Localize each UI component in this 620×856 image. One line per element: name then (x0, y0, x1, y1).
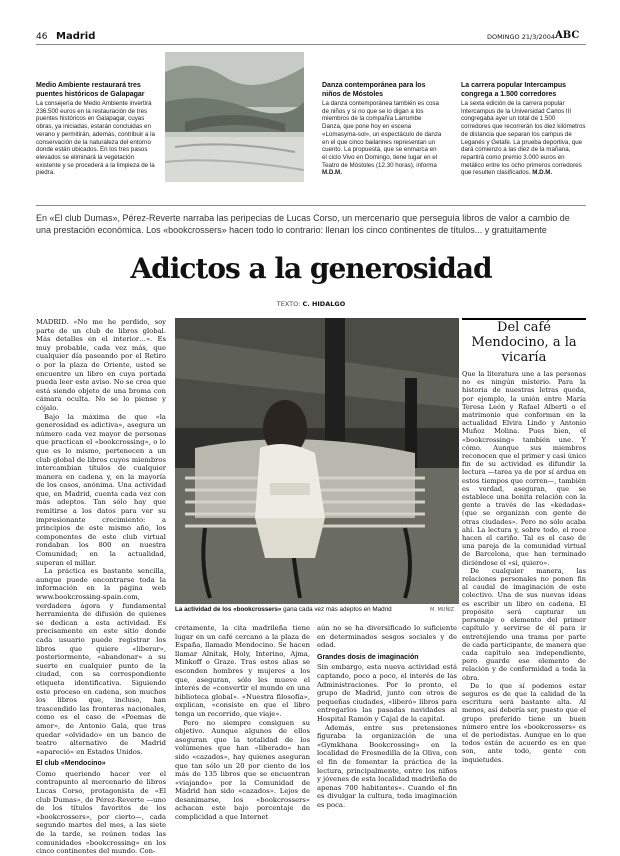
photo-credit: M. MUÑIZ (430, 607, 455, 613)
paragraph: Como queriendo hacer ver el contrapunto al mercenario de libros Lucas Corso, protagonista de «El club Dumas», de Pérez-Reverte —uno de los títulos favoritos de los «bookcrossers», por cierto—, cada segundo martes del mes, a las siete de la tarde, se reúnen todas las comunidades «bookcrossing» en los cinco continentes del mundo. Con- (36, 769, 166, 856)
paragraph: De cualquier manera, las relaciones personales no ponen fin al caudal de imaginación de este colectivo. Una de sus nuevas ideas es escribir un libro en cadena. El propósito será capturar un personaje o elemento del primer capítulo y servirse de él para ir entretejiendo una trama por parte de cada participante, de manera que cada capítulo sea independiente, pero guarde ese elemento de relación y de conformidad a toda la obra. (462, 566, 586, 682)
brief-body: La sexta edición de la carrera popular Intercampus de la Universidad Carlos III congregaba ayer un total de 1.500 corredores que recorrerán los diez kilómetros de distancia que separan los campus de Leganés y Getafe. La prueba deportiva, que dará comienzo a las diez de la mañana, repartirá como premio 3.000 euros en metálico entre los ocho primeros corredores que resulten clasificados. M.D.M. (461, 100, 586, 177)
brief-danza (322, 82, 442, 177)
paragraph: Que la literatura une a las personas no es ningún misterio. Para la historia de nuestras letras queda, por ejemplo, la unión entre María Teresa León y Rafael Alberti o el matrimonio que conforman en la actualidad Elvira Lindo y Antonio Muñoz Molina. Pues bien, el «bookcrossing» también une. Y cómo. Aunque sus miembros reconocen que el primer y casi único fin de su actividad es difundir la lectura —tarea ya de por sí ardua en estos tiempos que corren—, también es verdad, aseguran, que se establece una bonita relación con la gente a través de las «kedadas» (que se organizan con gente de otras ciudades». Pero no sólo acaba ahí. La lectura y, sobre todo, el roce hacen el cariño. Tal es el caso de una pareja de la comunidad virtual de Barcelona, que han terminado diciéndose el «sí, quiero». (462, 370, 586, 567)
issue-date: DOMINGO 21/3/2004 (487, 33, 556, 41)
brief-title: La carrera popular Intercampus congrega a 1.500 corredores (461, 82, 567, 98)
sidebar-body (462, 370, 586, 764)
paragraph: Sin embargo, esta nueva actividad está captando, poco a poco, el interés de las Administraciones. Por lo pronto, el grupo de Madrid, junto con otros de pequeñas ciudades, «liberó» libros para entregarlos las pasadas navidades al Hospital Ramón y Cajal de la capital. (317, 663, 457, 723)
paragraph: Además, entre sus pretensiones figuraba la organización de una «Gymkhana Bookcrossing» en la localidad de Fresnedilla de la Oliva, con el fin de fomentar la práctica de la lectura, principalmente, entre los niños y jóvenes de esta localidad madrileña de apenas 700 habitantes». Cuando el fin es divulgar la cultura, toda imaginación es poca. (317, 723, 457, 809)
paragraph: La práctica es bastante sencilla, aunque puede encontrarse toda la información en la página web www.bookcrossing-spain.com, verdadera ágora y fundamental herramienta de difusión de quienes se dedican a esta actividad. Es precisamente en este sitio donde cada usuario puede registrar los libros que quiere «liberar», posteriormente, «abandonar» a su suerte en cualquier punto de la ciudad, con sa correspondiente etiqueta identificativa. Siguiendo este proceso en cadena, son muchos los libros que, incluso, han trascendido las fronteras nacionales, como es el caso de «Poemas de amor», de Antonio Gala, que tras quedar «olvidado» en un banco de teatro alternativo de Madrid «apareció» en Estados Unidos. (36, 567, 166, 756)
crosshead: Grandes dosis de imaginación (317, 653, 419, 661)
brief-signature: M.D.M. (322, 169, 342, 177)
divider (36, 205, 586, 206)
brief-signature: M.D.M. (532, 169, 553, 177)
park-bench-photo (175, 318, 459, 604)
byline: TEXTO: C. HIDALGO (276, 300, 346, 308)
paragraph: aún no se ha diversificado lo suficiente en determinados sesgos sociales y de edad. (317, 624, 457, 650)
article-title: Adictos a la generosidad (130, 252, 492, 285)
article-column-3 (317, 624, 457, 809)
paragraph: Pero no siempre consiguen su objetivo. Aunque algunos de ellos aseguran que la totalidad de los volúmenes que han «liberado» han sido «cazados», hay quienes aseguran que tan sólo un 20 por ciento de los más de 135 libros que se encuentran «viajando» por la Comunidad de Madrid han sido «cazados». Lejos de desanimarse, los «bookcrossers» achacan este bajo porcentaje de complicidad a que Internet (175, 718, 310, 822)
brief-title: Medio Ambiente restaurará tres puentes históricos de Galapagar (36, 82, 145, 98)
paragraph: cretamente, la cita madrileña tiene lugar en un café cercano a la plaza de España, llamado Mendocino. Se hacen llamar Alnitak, Holy, Interino, Ajma, Minkoff o Graze. Tras estos alias se esconden hombres y mujeres a los que, aseguran, sólo les mueve el interés de «convertir el mundo en una biblioteca global». «Nuestra filosofía», explican, «consiste en que el libro tenga un recorrido, que viaje». (175, 624, 310, 718)
paragraph: Bajo la máxima de que «la generosidad es adictiva», asegura un número cada vez mayor de personas que practican el «bookcrossing», o lo que es lo mismo, pertenecen a un club global de libros cuyos miembros intercambian títulos de cualquier manera en cadena y, en la mayoría de los casos, anónima. Una actividad que, en Madrid, cuenta cada vez con más adeptos. Tan sólo hay que remitirse a los datos para ver su impresionante crecimiento: a principios de este mismo año, los componentes de este club virtual rondaban los 800 en nuestra Comunidad; en la actualidad, superan el millar. (36, 412, 166, 567)
newspaper-logo: ABC (555, 30, 580, 41)
page-header (36, 30, 586, 45)
brief-body: La consejería de Medio Ambiente invertirá 236.500 euros en la restauración de tres puentes históricos en Galapagar, cuyas obras, ya iniciadas, estarán concluidas en verano y permitirán, además, contribuir a la conservación de la naturaleza del entorno donde están ubicados. En los tres pasos elevados se eliminará la vegetación existente y se procederá a la limpieza de la piedra. (36, 100, 155, 177)
brief-body: La danza contemporánea también es cosa de niños y si no que se lo digan a los miembros de la compañía Larrumbe Danza, que pone hoy en escena «Lomasyma-sol», un espectáculo de danza en el que cinco bailarines representan un cuento. La propuesta, que se enmarca en el ciclo Vivo en Domingo, tiene lugar en el Teatro de Móstoles (12.30 horas), informa M.D.M. (322, 100, 442, 177)
paragraph: De lo que sí podemos estar seguros es de que la calidad de la escritura será bastante alta. Al menos, así debería ser, puesto que el grupo preferido tiene un buen número entre los «bookcrossers» es el de periodistas. Aunque en lo que todos están de acuerdo es en que son, ante todo, gente con inquietudes. (462, 681, 586, 764)
paragraph: MADRID. «No me he perdido, soy parte de un club de libros global. Más detalles en el interior…». Es muy probable, cada vez más, que cualquier día paseando por el Retiro o por la plaza de Oriente, usted se encuentre un libro en cuya portada pueda leer este aviso. No se crea que está siendo objeto de una broma con cámara oculta. No se lo piense y cójalo. (36, 318, 166, 412)
article-subhead: En «El club Dumas», Pérez-Reverte narraba las peripecias de Lucas Corso, un mercenario que perseguía libros de valor a cambio de una prestación económica. Los «bookcrossers» hacen todo lo contrario: llenan los cinco continentes de títulos... y gratuitamente (36, 213, 570, 235)
article-column-1 (36, 318, 166, 856)
bridge-photo (165, 52, 304, 182)
page-number: 46 (36, 32, 48, 42)
sidebar-title: Del café Mendocino, a la vicaría (471, 320, 577, 365)
section-name: Madrid (56, 31, 96, 42)
crosshead: El club «Mendocino» (36, 760, 106, 768)
photo-caption: La actividad de los «bookcrossers» gana cada vez más adeptos en Madrid (175, 606, 392, 613)
brief-intercampus (461, 82, 586, 177)
brief-title: Danza contemporánea para los niños de Móstoles (322, 82, 426, 98)
brief-galapagar (36, 82, 158, 177)
article-column-2 (175, 624, 310, 822)
